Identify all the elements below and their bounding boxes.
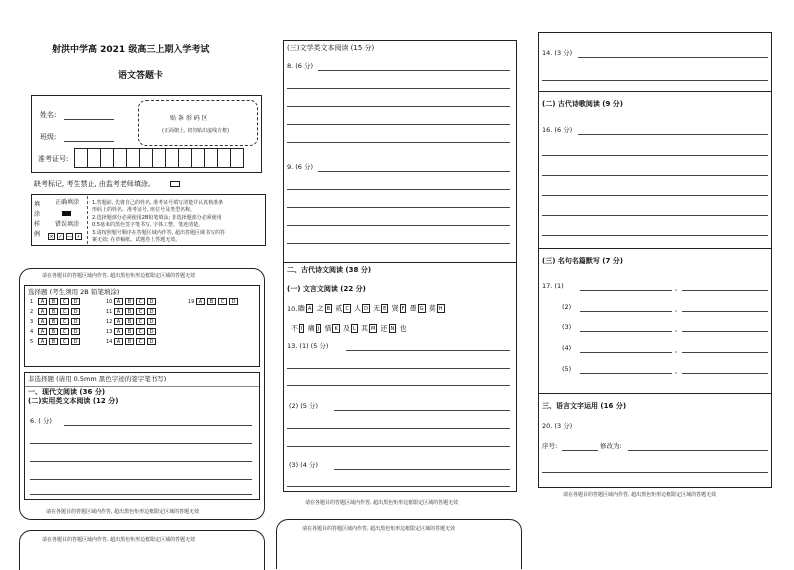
q10-char: 无 — [373, 304, 381, 313]
q10-row-2 — [291, 324, 407, 333]
choice-option-bubble[interactable]: D — [147, 328, 156, 335]
q17-5-blank-b[interactable] — [682, 373, 768, 374]
q10-break-box[interactable]: F — [401, 306, 405, 312]
choice-heading: 选择题 (考生须用 2B 铅笔填涂) — [28, 288, 120, 296]
choice-option-bubble[interactable]: B — [125, 318, 134, 325]
q10-break-box[interactable]: N — [390, 326, 395, 332]
choice-qnum: 4 — [30, 329, 34, 335]
q10-char: 愚 — [409, 304, 417, 313]
choice-option-bubble[interactable]: D — [147, 308, 156, 315]
q9-line-5[interactable] — [287, 243, 510, 244]
choice-option-bubble[interactable]: A — [114, 338, 123, 345]
section-practical-text: (二)实用类文本阅读 (12 分) — [28, 397, 119, 405]
q10-break-box[interactable]: B — [326, 306, 331, 312]
choice-option-bubble[interactable]: B — [125, 338, 134, 345]
q10-char: 不 — [291, 324, 298, 333]
choice-qnum: 5 — [30, 339, 34, 345]
fill-divider — [87, 196, 88, 244]
choice-option-bubble[interactable]: C — [136, 328, 145, 335]
q10-char: 贤 — [391, 304, 399, 313]
instruction-5: 3.请按照题号顺序在答题区域内作答, 超出答题区域书写的答 — [92, 230, 225, 236]
wrong-fill-marks: × ✓ — • — [48, 233, 84, 240]
q10-break-box[interactable]: I — [301, 326, 303, 332]
choice-qnum: 10 — [106, 299, 113, 305]
choice-option-bubble[interactable]: A — [38, 308, 47, 315]
choice-option-bubble[interactable]: B — [125, 308, 134, 315]
q9-line-1[interactable] — [318, 171, 510, 172]
q14-line-1[interactable] — [578, 57, 768, 58]
choice-qnum: 1 — [30, 299, 34, 305]
choice-option-bubble[interactable]: A — [196, 298, 205, 305]
name-line[interactable] — [64, 119, 114, 120]
fix-line-2[interactable] — [542, 472, 768, 473]
choice-option-bubble[interactable]: A — [114, 328, 123, 335]
warning-left-top: 请在各题目的答题区域内作答, 超出黑色矩形边框限定区域的答题无效 — [42, 273, 196, 279]
q17-4-blank-a[interactable] — [580, 352, 672, 353]
q10-label: 10. — [287, 305, 298, 313]
q10-break-box[interactable]: M — [370, 326, 376, 332]
name-label: 姓名: — [40, 111, 57, 119]
choice-option-row — [38, 338, 82, 345]
q10-break-box[interactable]: E — [383, 306, 387, 312]
seq-line[interactable] — [562, 450, 598, 451]
q17-3-label: (3) — [562, 323, 572, 331]
choice-option-bubble[interactable]: A — [38, 318, 47, 325]
q17-4-comma: , — [675, 346, 678, 354]
q6-line-4[interactable] — [30, 479, 252, 480]
choice-option-bubble[interactable]: C — [136, 308, 145, 315]
choice-option-bubble[interactable]: A — [38, 328, 47, 335]
choice-option-bubble[interactable]: C — [60, 328, 69, 335]
choice-option-bubble[interactable]: D — [147, 298, 156, 305]
barcode-title: 贴 条 形 码 区 — [170, 115, 208, 122]
choice-qnum: 2 — [30, 309, 34, 315]
choice-qnum: 19 — [188, 299, 195, 305]
choice-qnum: 13 — [106, 329, 113, 335]
wrong-fill-label: 错误填涂 — [55, 221, 80, 228]
choice-option-bubble[interactable]: D — [71, 318, 80, 325]
q6-label: 6. ( 分) — [30, 417, 52, 425]
q17-3-blank-a[interactable] — [580, 331, 672, 332]
q9-line-4[interactable] — [287, 225, 510, 226]
q14-line-2[interactable] — [542, 80, 768, 81]
choice-option-row — [114, 318, 158, 325]
q10-break-box[interactable]: H — [438, 306, 443, 312]
barcode-note: (正面朝上, 切勿贴出虚线方框) — [162, 128, 230, 134]
q8-line-4[interactable] — [287, 124, 510, 125]
q17-3-blank-b[interactable] — [682, 331, 768, 332]
choice-option-bubble[interactable]: D — [71, 298, 80, 305]
q8-line-1[interactable] — [318, 70, 510, 71]
choice-option-bubble[interactable]: A — [38, 298, 47, 305]
q10-break-box[interactable]: C — [345, 306, 349, 312]
right-divider-1 — [539, 91, 771, 92]
choice-option-bubble[interactable]: C — [60, 308, 69, 315]
seq-label: 序号: — [542, 442, 558, 450]
q9-line-2[interactable] — [287, 189, 510, 190]
choice-option-bubble[interactable]: D — [71, 308, 80, 315]
barcode-area — [138, 100, 258, 146]
classical-section-title: 二、古代诗文阅读 (38 分) — [287, 266, 372, 274]
q13-3-line-2[interactable] — [287, 486, 510, 487]
q8-line-5[interactable] — [287, 142, 510, 143]
q8-label: 8. (6 分) — [287, 62, 314, 70]
warning-middle-bottom: 请在各题目的答题区域内作答, 超出黑色矩形边框限定区域的答题无效 — [305, 500, 459, 506]
q10-char: 贰 — [335, 304, 343, 313]
instruction-1: 1.答题前, 先将自己的姓名, 准考证号填写清楚并认真核准条 — [92, 200, 224, 206]
choice-option-bubble[interactable]: D — [147, 338, 156, 345]
choice-option-bubble[interactable]: B — [49, 338, 58, 345]
absent-box[interactable] — [170, 181, 180, 187]
q6-line-2[interactable] — [30, 443, 252, 444]
choice-option-row — [114, 298, 158, 305]
q13-1-line-2[interactable] — [287, 368, 510, 369]
q13-1-label: 13. (1) (5 分) — [287, 342, 329, 350]
class-label: 班级: — [40, 133, 57, 141]
q9-line-3[interactable] — [287, 207, 510, 208]
choice-option-row — [114, 328, 158, 335]
q17-1-comma: , — [675, 284, 678, 292]
choice-option-bubble[interactable]: C — [218, 298, 227, 305]
q17-2-blank-b[interactable] — [682, 311, 768, 312]
choice-option-row — [114, 338, 158, 345]
q6-line-3[interactable] — [30, 461, 252, 462]
instruction-3: 2.选择题部分必须使用2B铅笔填涂; 非选择题部分必须使用 — [92, 215, 222, 221]
exam-no-label: 准考证号: — [38, 155, 69, 163]
q13-1-line-1[interactable] — [346, 350, 510, 351]
q10-char: 及 — [342, 324, 350, 333]
q10-char: 还 — [380, 324, 388, 333]
fix-label: 修改为: — [600, 442, 622, 450]
choice-option-bubble[interactable]: A — [38, 338, 47, 345]
absent-note: 缺考标记, 考生禁止, 由监考老师填涂。 — [34, 180, 155, 188]
q9-label: 9. (6 分) — [287, 163, 314, 171]
left-next-region — [19, 530, 265, 570]
choice-option-bubble[interactable]: B — [125, 298, 134, 305]
choice-option-bubble[interactable]: B — [49, 328, 58, 335]
q13-3-line-1[interactable] — [334, 469, 510, 470]
choice-option-bubble[interactable]: B — [49, 308, 58, 315]
q10-break-box[interactable]: K — [334, 326, 338, 332]
q6-line-5[interactable] — [30, 494, 252, 495]
lang-section-title: 三、语言文字运用 (16 分) — [542, 402, 627, 410]
q16-line-5[interactable] — [542, 215, 768, 216]
choice-option-bubble[interactable]: A — [114, 298, 123, 305]
non-choice-heading: 非选择题 (请用 0.5mm 黑色字迹的签字笔书写) — [28, 375, 167, 383]
q13-1-line-3[interactable] — [287, 385, 510, 386]
q13-2-label: (2) (5 分) — [289, 402, 319, 410]
q10-break-box[interactable]: L — [352, 326, 356, 332]
q10-char: 莫 — [428, 304, 436, 313]
instruction-4: 0.5毫米的黑色签字笔书写, 字体工整、笔迹清楚。 — [92, 222, 204, 228]
warning-left-bottom: 请在各题目的答题区域内作答, 超出黑色矩形边框限定区域的答题无效 — [46, 509, 200, 515]
choice-option-bubble[interactable]: D — [71, 328, 80, 335]
q16-line-2[interactable] — [542, 155, 768, 156]
school-title: 射洪中学高 2021 级高三上期入学考试 — [52, 45, 210, 55]
instruction-2: 形码上的姓名、准考证号, 座位号及类型名称。 — [92, 207, 196, 213]
q20-label: 20. (3 分) — [542, 422, 573, 430]
choice-option-bubble[interactable]: D — [71, 338, 80, 345]
warning-left-next: 请在各题目的答题区域内作答, 超出黑色矩形边框限定区域的答题无效 — [42, 537, 196, 543]
warning-right-bottom: 请在各题目的答题区域内作答, 超出黑色矩形边框限定区域的答题无效 — [563, 492, 717, 498]
choice-qnum: 3 — [30, 319, 34, 325]
q17-2-label: (2) — [562, 303, 572, 311]
choice-option-bubble[interactable]: D — [147, 318, 156, 325]
q17-5-comma: , — [675, 367, 678, 375]
q16-line-4[interactable] — [542, 195, 768, 196]
classical-sub-title: (一) 文言文阅读 (22 分) — [287, 285, 366, 293]
q6-line-1[interactable] — [64, 425, 252, 426]
q10-char: 痛 — [307, 324, 315, 333]
non-choice-divider — [25, 386, 259, 387]
q10-char: 之 — [316, 304, 324, 313]
q10-break-box[interactable]: G — [419, 306, 424, 312]
q10-char: 其 — [360, 324, 368, 333]
choice-option-bubble[interactable]: B — [207, 298, 216, 305]
choice-option-row — [196, 298, 240, 305]
q10-break-box[interactable]: A — [308, 306, 312, 312]
literary-section-title: (三)文学类文本阅读 (15 分) — [287, 44, 375, 52]
choice-option-row — [38, 328, 82, 335]
q17-1-label: 17. (1) — [542, 282, 564, 290]
q17-1-blank-a[interactable] — [580, 290, 672, 291]
choice-option-bubble[interactable]: C — [136, 318, 145, 325]
right-divider-3 — [539, 393, 771, 394]
recite-section-title: (三) 名句名篇默写 (7 分) — [542, 257, 623, 265]
q10-char: 也 — [399, 324, 407, 333]
choice-option-bubble[interactable]: B — [125, 328, 134, 335]
choice-option-bubble[interactable]: A — [114, 318, 123, 325]
middle-section-divider — [284, 262, 516, 263]
correct-fill-label: 正确填涂 — [55, 199, 80, 206]
q13-2-line-1[interactable] — [334, 410, 510, 411]
q17-2-comma: , — [675, 305, 678, 313]
q10-char: 瞻 — [298, 304, 305, 313]
instruction-6: 案无效; 在草稿纸、试题卷上答题无效。 — [92, 237, 181, 243]
q17-5-blank-a[interactable] — [580, 373, 672, 374]
q17-3-comma: , — [675, 325, 678, 333]
q10-break-box[interactable]: J — [317, 326, 320, 332]
choice-option-bubble[interactable]: A — [114, 308, 123, 315]
q10-break-box[interactable]: D — [364, 306, 368, 312]
exam-no-cells[interactable] — [74, 148, 243, 168]
q16-line-6[interactable] — [542, 235, 768, 236]
choice-qnum: 11 — [106, 309, 113, 315]
q10-char: 人 — [354, 304, 362, 313]
q13-2-line-2[interactable] — [287, 428, 510, 429]
q17-4-label: (4) — [562, 344, 572, 352]
fix-line-1[interactable] — [628, 450, 768, 451]
q16-line-1[interactable] — [578, 134, 768, 135]
choice-option-bubble[interactable]: C — [60, 338, 69, 345]
fill-side-label: 填涂样例 — [34, 201, 41, 238]
choice-option-row — [38, 308, 82, 315]
choice-option-bubble[interactable]: C — [136, 338, 145, 345]
choice-option-bubble[interactable]: B — [49, 298, 58, 305]
choice-option-bubble[interactable]: C — [60, 318, 69, 325]
q13-3-label: (3) (4 分) — [289, 461, 319, 469]
choice-option-row — [114, 308, 158, 315]
q8-line-2[interactable] — [287, 88, 510, 89]
q17-1-blank-b[interactable] — [682, 290, 768, 291]
q14-label: 14. (3 分) — [542, 49, 573, 57]
choice-option-bubble[interactable]: D — [229, 298, 238, 305]
choice-qnum: 12 — [106, 319, 113, 325]
poetry-section-title: (二) 古代诗歌阅读 (9 分) — [542, 100, 623, 108]
q17-2-blank-a[interactable] — [580, 311, 672, 312]
right-divider-2 — [539, 248, 771, 249]
card-title: 语文答题卡 — [118, 71, 164, 81]
choice-option-bubble[interactable]: B — [49, 318, 58, 325]
class-line[interactable] — [64, 141, 114, 142]
q10-row-1 — [298, 304, 446, 313]
warning-middle-next: 请在各题目的答题区域内作答, 超出黑色矩形边框限定区域的答题无效 — [302, 526, 456, 532]
section-modern-reading: 一、现代文阅读 (36 分) — [28, 388, 106, 396]
q16-line-3[interactable] — [542, 175, 768, 176]
correct-fill-mark — [62, 211, 71, 216]
choice-qnum: 14 — [106, 339, 113, 345]
q8-line-3[interactable] — [287, 106, 510, 107]
q13-2-line-3[interactable] — [287, 446, 510, 447]
q10-char: 惜 — [324, 324, 332, 333]
choice-option-bubble[interactable]: C — [60, 298, 69, 305]
q17-5-label: (5) — [562, 365, 572, 373]
q16-label: 16. (6 分) — [542, 126, 573, 134]
choice-option-row — [38, 298, 82, 305]
q17-4-blank-b[interactable] — [682, 352, 768, 353]
choice-option-row — [38, 318, 82, 325]
choice-option-bubble[interactable]: C — [136, 298, 145, 305]
